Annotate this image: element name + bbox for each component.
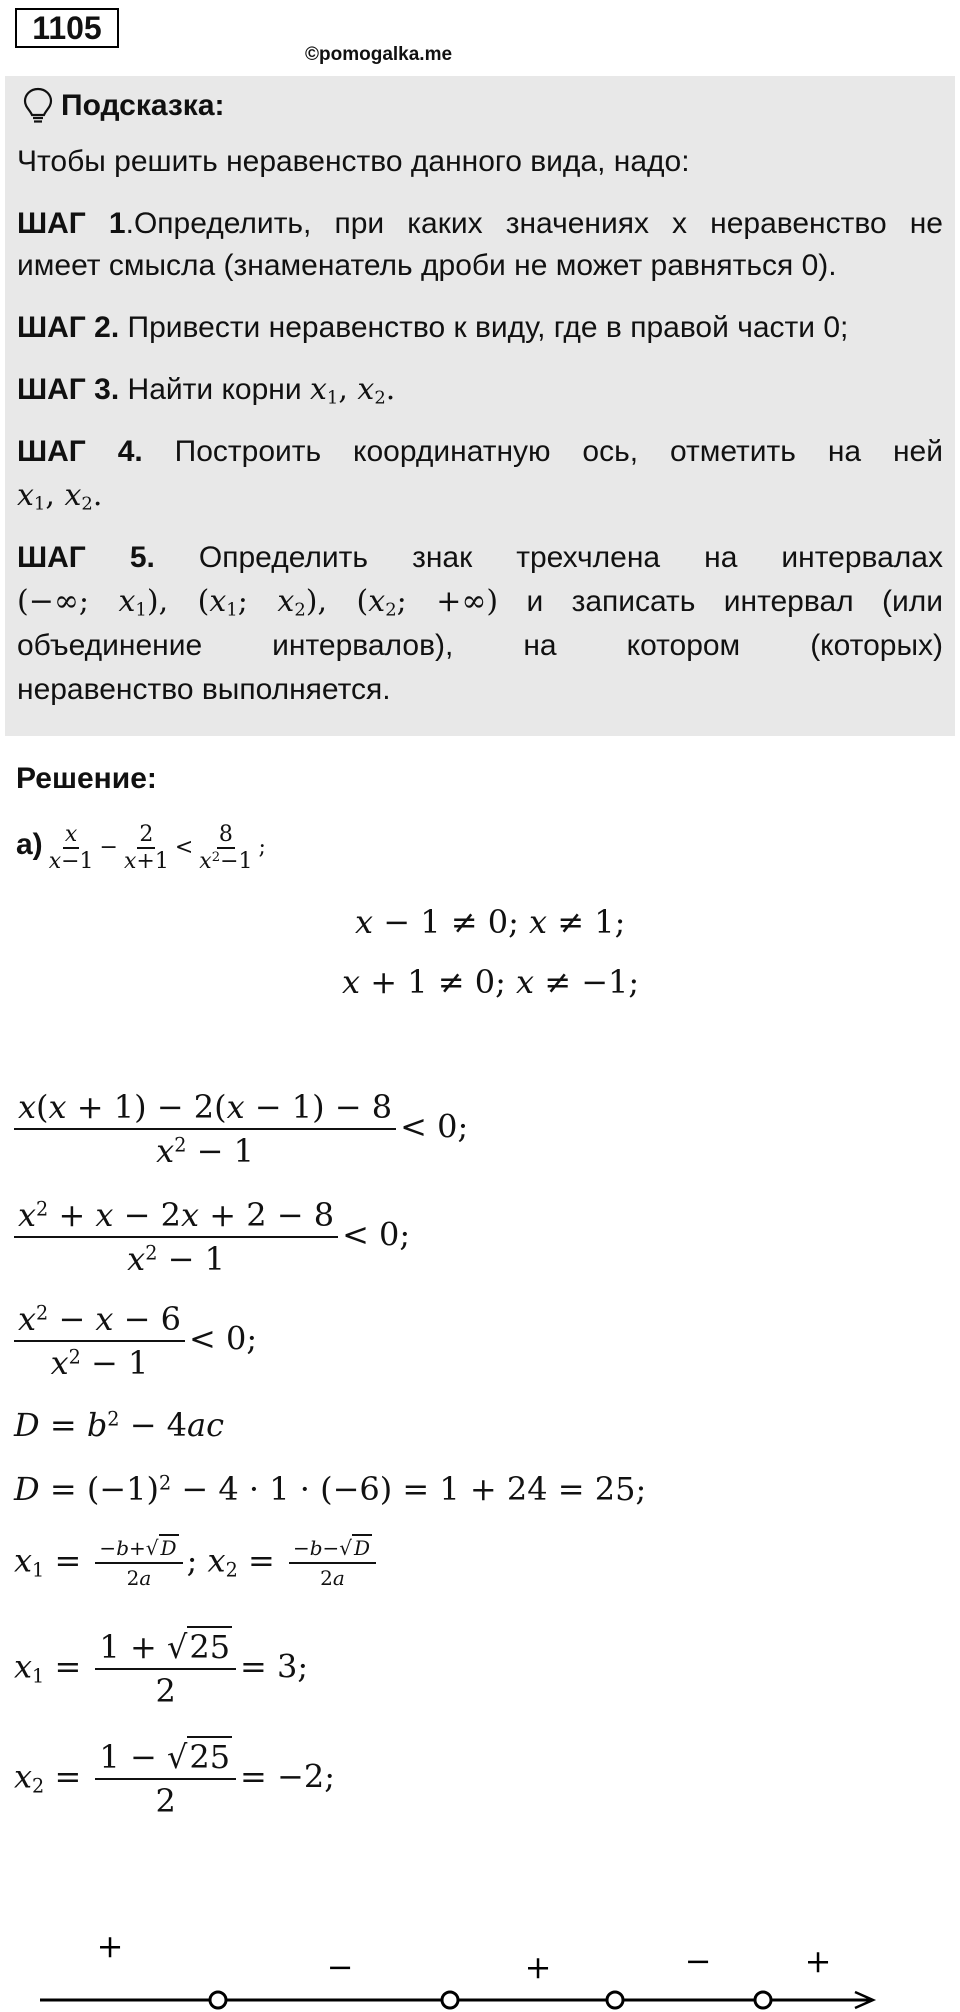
sign-4: − <box>684 1942 712 1980</box>
hint-step-1: ШАГ 1.Определить, при каких значениях х неравенство не <box>17 207 943 240</box>
sign-3: + <box>524 1948 552 1986</box>
hint-step-1-cont: имеет смысла (знаменатель дроби не может равняться 0). <box>17 249 837 282</box>
site-watermark: ©pomogalka.me <box>305 44 453 65</box>
lightbulb-icon <box>23 87 53 125</box>
solution-title: Решение: <box>16 762 157 795</box>
domain-line-1: x − 1 ≠ 0; x ≠ 1; <box>355 903 626 941</box>
domain-line-2: x + 1 ≠ 0; x ≠ −1; <box>342 963 640 1001</box>
sign-5: + <box>804 1942 832 1980</box>
number-line <box>0 1915 960 2012</box>
discriminant-formula: $D = b^2 - 4ac$ <box>14 1406 225 1444</box>
hint-header <box>23 86 225 126</box>
hint-step-5-end: неравенство выполняется. <box>17 673 391 706</box>
sign-1: + <box>96 1927 124 1965</box>
hint-intro: Чтобы решить неравенство данного вида, надо: <box>17 145 690 178</box>
hint-step-2: ШАГ 2. Привести неравенство к виду, где в правой части 0; <box>17 311 849 344</box>
hint-title: Подсказка: <box>61 89 225 122</box>
step-fraction-2: $\frac{x^2 + x - 2x + 2 - 8}{x^2 - 1}$ < 0; <box>14 1196 410 1278</box>
sign-2: − <box>326 1948 354 1986</box>
point-4 <box>755 1992 771 2008</box>
hint-step-5: ШАГ 5. Определить знак трехчлена на интервалах <box>17 541 943 574</box>
hint-step-3: ШАГ 3. Найти корни $x_1$, $x_2$. <box>17 372 396 409</box>
step-fraction-1: $\frac{x(x + 1) - 2(x - 1) - 8}{x^2 - 1}$ < 0; <box>14 1088 468 1170</box>
task-number: 1105 <box>15 8 119 48</box>
point-2 <box>442 1992 458 2008</box>
roots-formula: $x_1$ = $\frac{-b+√ D}{2a}$ ; $x_2$ = $\frac{-b-√ D}{2a}$ <box>14 1536 380 1590</box>
root-x1: $x_1$ = $\frac{1 + √25}{2}$ = 3; <box>14 1628 309 1710</box>
step-fraction-3: $\frac{x^2 - x - 6}{x^2 - 1}$ < 0; <box>14 1300 257 1382</box>
equation-a: а) $\frac{x}{x-1}$ − $\frac{2}{x+1}$ < $\frac{8}{x^2-1}$ ; <box>16 822 266 874</box>
point-1 <box>210 1992 226 2008</box>
hint-step-4: ШАГ 4. Построить координатную ось, отметить на ней <box>17 435 943 468</box>
root-x2: $x_2$ = $\frac{1 - √25}{2}$ = −2; <box>14 1738 335 1820</box>
hint-step-5-cont: объединение интервалов), на котором (которых) <box>17 629 943 662</box>
hint-box <box>5 76 955 736</box>
hint-step-4-cont: $x_1$, $x_2$. <box>17 478 103 515</box>
discriminant-value: $D = (-1)^2 - 4 \cdot 1 \cdot (-6) = 1 + 24 = 25$; <box>14 1470 647 1508</box>
hint-step-5-intervals: (−∞; $x_1$), ($x_1$; $x_2$), ($x_2$; +∞) и записать интервал (или <box>17 584 943 621</box>
point-3 <box>607 1992 623 2008</box>
